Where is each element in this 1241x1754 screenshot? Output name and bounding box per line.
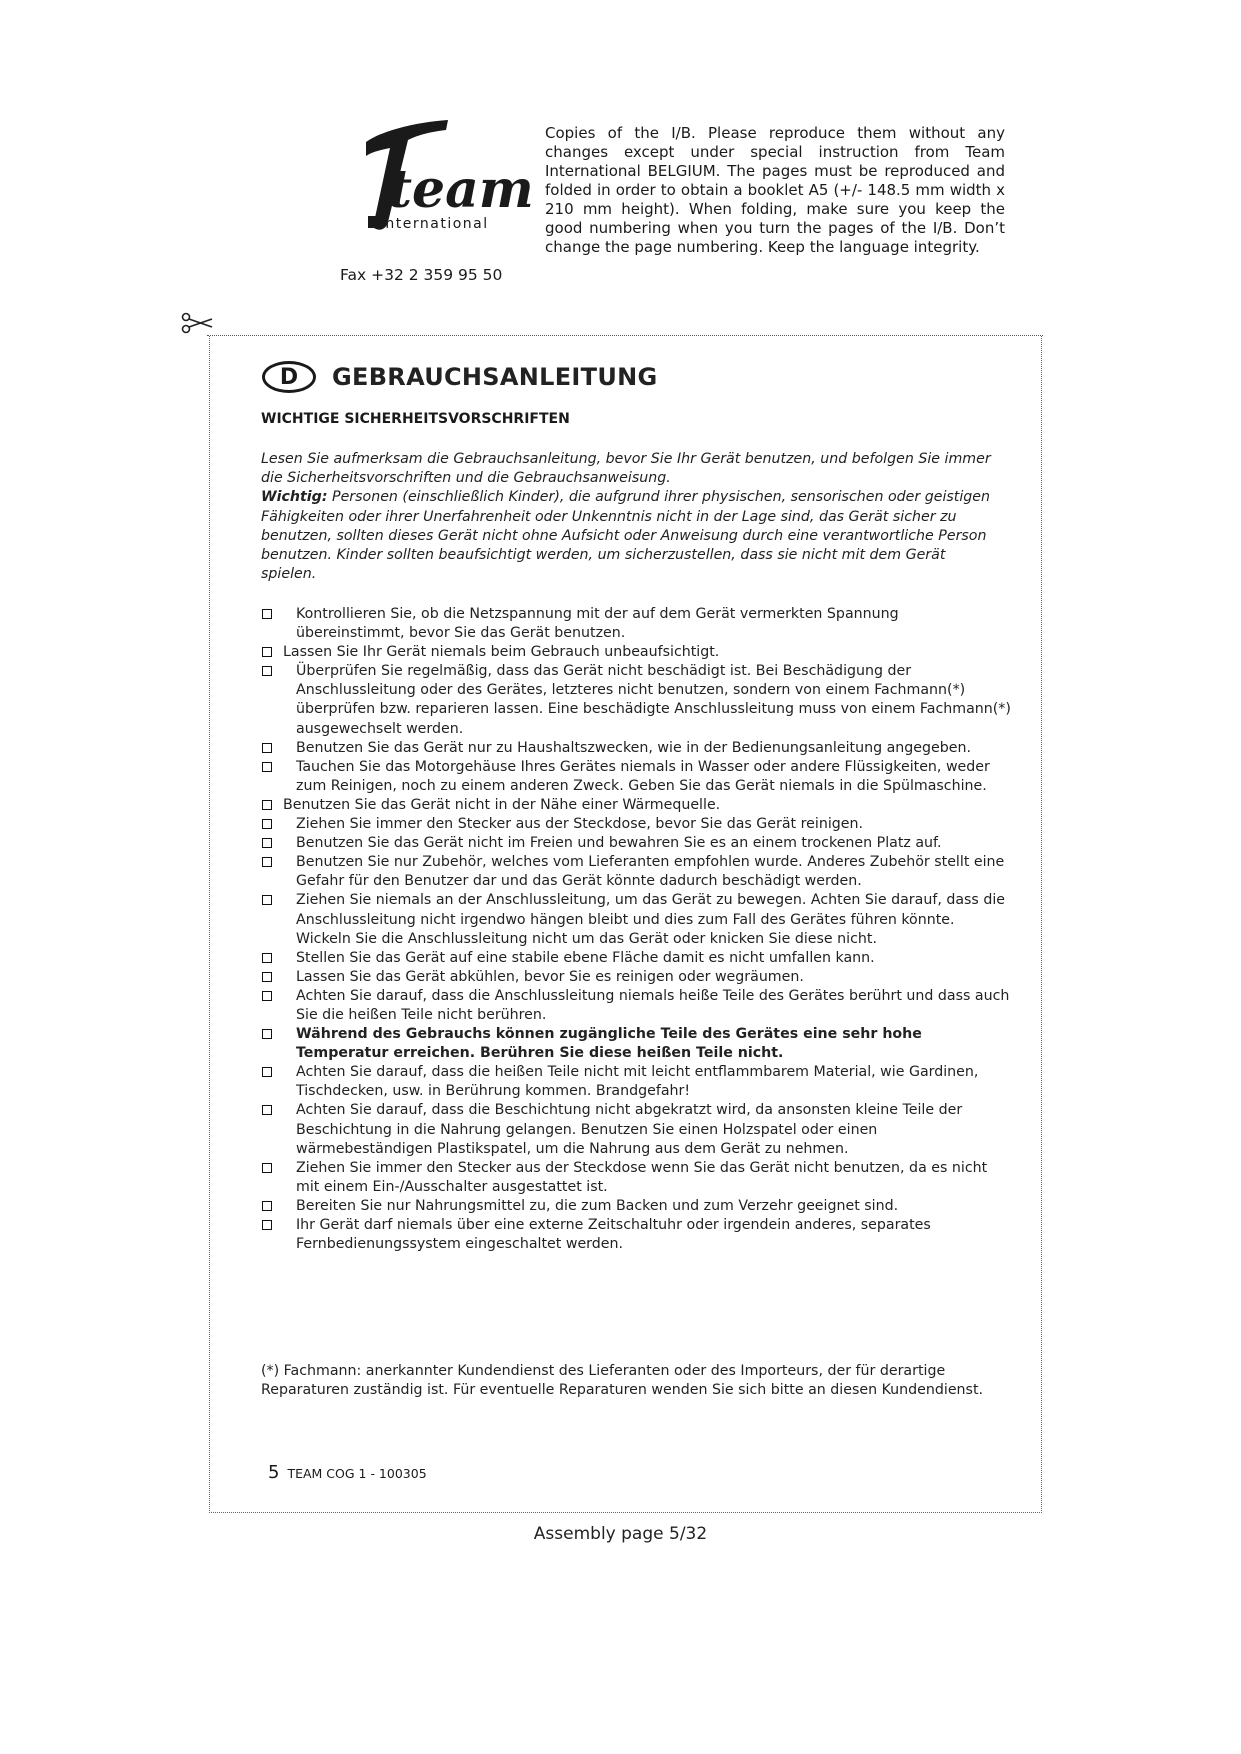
- important-text: Personen (einschließlich Kinder), die aufgrund ihrer physischen, sensorischen oder geistigen Fähigkeiten oder ihrer Unerfahrenheit oder Unkenntnis nicht in der Lage sind, das Gerät sicher zu benutzen, sollten dieses Gerät nicht ohne Aufsicht oder Anweisung durch eine verantwortliche Person benutzen. Kinder sollten beaufsichtigt werden, um sicherzustellen, dass sie nicht mit dem Gerät spielen.: [261, 489, 991, 583]
- checkbox-icon: [262, 647, 272, 657]
- list-item: Lassen Sie das Gerät abkühlen, bevor Sie es reinigen oder wegräumen.: [261, 968, 1011, 987]
- page-number: 5: [268, 1462, 280, 1483]
- document-code: TEAM COG 1 - 100305: [287, 1466, 427, 1481]
- list-item: Achten Sie darauf, dass die heißen Teile nicht mit leicht entflammbarem Material, wie Gardinen, Tischdecken, usw. in Berührung kommen. Brandgefahr!: [261, 1063, 1011, 1101]
- list-item: Benutzen Sie das Gerät nicht in der Nähe einer Wärmequelle.: [261, 796, 1011, 815]
- list-item: Ziehen Sie immer den Stecker aus der Steckdose wenn Sie das Gerät nicht benutzen, da es nicht mit einem Ein-/Ausschalter ausgestattet ist.: [261, 1159, 1011, 1197]
- checkbox-icon: [262, 800, 272, 810]
- list-item: Benutzen Sie nur Zubehör, welches vom Lieferanten empfohlen wurde. Anderes Zubehör stellt eine Gefahr für den Benutzer dar und das Gerät könnte dadurch beschädigt werden.: [261, 853, 1011, 891]
- safety-intro: [261, 450, 1001, 584]
- assembly-page-label: Assembly page 5/32: [533, 1524, 708, 1544]
- checkbox-icon: [262, 1163, 272, 1173]
- checkbox-icon: [262, 1067, 272, 1077]
- team-international-logo: [328, 112, 534, 242]
- list-item: Ziehen Sie niemals an der Anschlussleitung, um das Gerät zu bewegen. Achten Sie darauf, dass die Anschlussleitung nicht irgendwo hängen bleibt und dies zum Fall des Gerätes führen könnte. Wickeln Sie die Anschlussleitung nicht um das Gerät oder knicken Sie diese nicht.: [261, 891, 1011, 948]
- checkbox-icon: [262, 762, 272, 772]
- checkbox-icon: [262, 743, 272, 753]
- checkbox-icon: [262, 609, 272, 619]
- checkbox-icon: [262, 953, 272, 963]
- safety-list: [261, 605, 1011, 1254]
- important-label: Wichtig:: [261, 489, 328, 506]
- checkbox-icon: [262, 666, 272, 676]
- checkbox-icon: [262, 1201, 272, 1211]
- logo-subtext: international: [380, 216, 489, 232]
- page-footer: [268, 1462, 427, 1483]
- checkbox-icon: [262, 838, 272, 848]
- section-heading: [262, 356, 658, 398]
- logo-wordmark: team: [388, 159, 534, 220]
- checkbox-icon: [262, 819, 272, 829]
- list-item: Bereiten Sie nur Nahrungsmittel zu, die zum Backen und zum Verzehr geeignet sind.: [261, 1197, 1011, 1216]
- list-item: Stellen Sie das Gerät auf eine stabile ebene Fläche damit es nicht umfallen kann.: [261, 949, 1011, 968]
- fax-number: Fax +32 2 359 95 50: [340, 266, 503, 284]
- checkbox-icon: [262, 1220, 272, 1230]
- language-badge: D: [262, 361, 316, 393]
- list-item: Ziehen Sie immer den Stecker aus der Steckdose, bevor Sie das Gerät reinigen.: [261, 815, 1011, 834]
- safety-subtitle: WICHTIGE SICHERHEITSVORSCHRIFTEN: [261, 411, 570, 427]
- list-item: Während des Gebrauchs können zugängliche Teile des Gerätes eine sehr hohe Temperatur erreichen. Berühren Sie diese heißen Teile nicht.: [261, 1025, 1011, 1063]
- list-item: Achten Sie darauf, dass die Beschichtung nicht abgekratzt wird, da ansonsten kleine Teile der Beschichtung in die Nahrung gelangen. Benutzen Sie einen Holzspatel oder einen wärmebeständigen Plastikspatel, um die Nahrung aus dem Gerät zu nehmen.: [261, 1101, 1011, 1158]
- list-item: Benutzen Sie das Gerät nur zu Haushaltszwecken, wie in der Bedienungsanleitung angegeben.: [261, 739, 1011, 758]
- list-item: Ihr Gerät darf niemals über eine externe Zeitschaltuhr oder irgendein anderes, separates Fernbedienungssystem eingeschaltet werden.: [261, 1216, 1011, 1254]
- list-item: Achten Sie darauf, dass die Anschlussleitung niemals heiße Teile des Gerätes berührt und dass auch Sie die heißen Teile nicht berühren.: [261, 987, 1011, 1025]
- checkbox-icon: [262, 857, 272, 867]
- checkbox-icon: [262, 1105, 272, 1115]
- list-item: Kontrollieren Sie, ob die Netzspannung mit der auf dem Gerät vermerkten Spannung übereinstimmt, bevor Sie das Gerät benutzen.: [261, 605, 1011, 643]
- page-title: GEBRAUCHSANLEITUNG: [332, 363, 658, 391]
- checkbox-icon: [262, 1029, 272, 1039]
- checkbox-icon: [262, 991, 272, 1001]
- footnote: (*) Fachmann: anerkannter Kundendienst des Lieferanten oder des Importeurs, der für derartige Reparaturen zuständig ist. Für eventuelle Reparaturen wenden Sie sich bitte an diesen Kundendienst.: [261, 1363, 984, 1399]
- reproduction-instructions: Copies of the I/B. Please reproduce them without any changes except under special instruction from Team International BELGIUM. The pages must be reproduced and folded in order to obtain a booklet A5 (+/- 148.5 mm width x 210 mm height). When folding, make sure you keep the good numbering when you turn the pages of the I/B. Don’t change the page numbering. Keep the language integrity.: [545, 124, 1005, 256]
- checkbox-icon: [262, 895, 272, 905]
- list-item: Lassen Sie Ihr Gerät niemals beim Gebrauch unbeaufsichtigt.: [261, 643, 1011, 662]
- list-item: Benutzen Sie das Gerät nicht im Freien und bewahren Sie es an einem trockenen Platz auf.: [261, 834, 1011, 853]
- intro-text: Lesen Sie aufmerksam die Gebrauchsanleitung, bevor Sie Ihr Gerät benutzen, und befolgen Sie immer die Sicherheitsvorschriften und die Gebrauchsanweisung.: [261, 451, 991, 487]
- checkbox-icon: [262, 972, 272, 982]
- scissors-icon: [180, 312, 214, 334]
- list-item: Tauchen Sie das Motorgehäuse Ihres Gerätes niemals in Wasser oder andere Flüssigkeiten, weder zum Reinigen, noch zu einem anderen Zweck. Geben Sie das Gerät niemals in die Spülmaschine.: [261, 758, 1011, 796]
- list-item: Überprüfen Sie regelmäßig, dass das Gerät nicht beschädigt ist. Bei Beschädigung der Anschlussleitung oder des Gerätes, letzteres nicht benutzen, sondern von einem Fachmann(*) überprüfen bzw. reparieren lassen. Eine beschädigte Anschlussleitung muss von einem Fachmann(*) ausgewechselt werden.: [261, 662, 1011, 738]
